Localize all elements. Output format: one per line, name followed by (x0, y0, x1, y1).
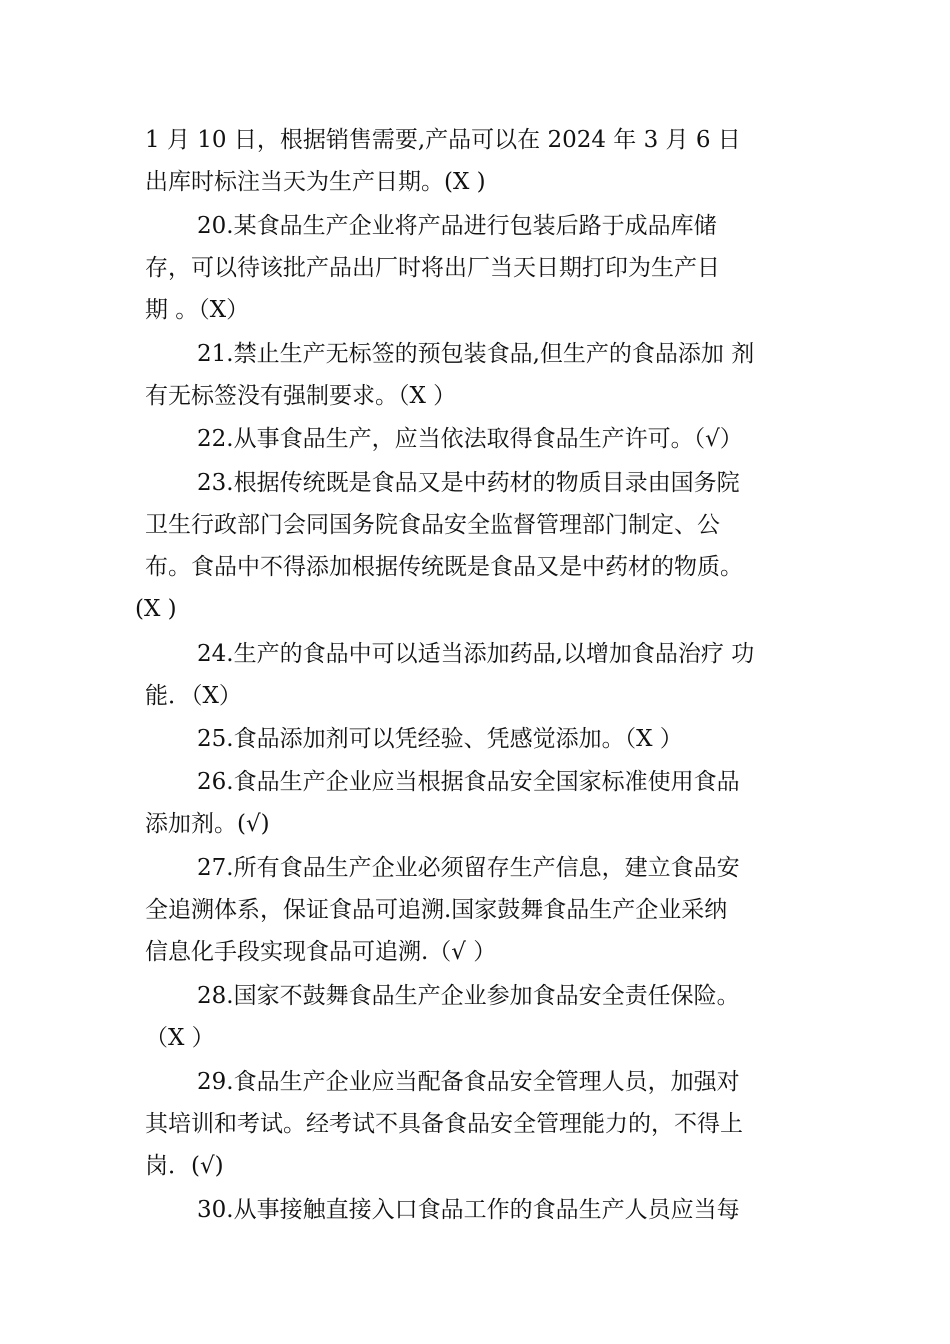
paragraph-start: 21.禁止生产无标签的预包装食品,但生产的食品添加 剂 (197, 341, 755, 367)
paragraph-start: 28.国家不鼓舞食品生产企业参加食品安全责任保险。 (197, 983, 740, 1009)
text-line: 能．（X） (145, 683, 242, 709)
paragraph-start: 24.生产的食品中可以适当添加药品,以增加食品治疗 功 (197, 641, 755, 667)
text-line: 期 。（X） (145, 297, 250, 323)
paragraph-start: 29.食品生产企业应当配备食品安全管理人员，加强对 (197, 1069, 740, 1095)
paragraph-start: 26.食品生产企业应当根据食品安全国家标准使用食品 (197, 769, 740, 795)
text-line: 信息化手段实现食品可追溯.（√ ） (145, 939, 497, 965)
text-line: 出库时标注当天为生产日期。(X ) (145, 169, 486, 195)
paragraph-start: 30.从事接触直接入口食品工作的食品生产人员应当每 (197, 1197, 740, 1223)
text-line: 添加剂。(√) (145, 811, 270, 837)
text-line: 岗．(√) (145, 1153, 224, 1179)
text-line: 有无标签没有强制要求。（X ） (145, 383, 457, 409)
text-line: 全追溯体系，保证食品可追溯.国家鼓舞食品生产企业采纳 (145, 897, 728, 923)
text-line: 其培训和考试。经考试不具备食品安全管理能力的，不得上 (145, 1111, 743, 1137)
paragraph-start: 20.某食品生产企业将产品进行包装后路于成品库储 (197, 213, 717, 239)
paragraph-start: 25.食品添加剂可以凭经验、凭感觉添加。（X ） (197, 726, 683, 752)
text-line: 卫生行政部门会同国务院食品安全监督管理部门制定、公 (145, 512, 720, 538)
text-line: 布。食品中不得添加根据传统既是食品又是中药材的物质。 (145, 554, 743, 580)
text-line: (X ) (135, 596, 177, 622)
paragraph-start: 23.根据传统既是食品又是中药材的物质目录由国务院 (197, 470, 740, 496)
text-line: 1 月 10 日，根据销售需要,产品可以在 2024 年 3 月 6 日 (145, 127, 741, 153)
text-line: 存，可以待该批产品出厂时将出厂当天日期打印为生产日 (145, 255, 720, 281)
paragraph-start: 27.所有食品生产企业必须留存生产信息，建立食品安 (197, 855, 740, 881)
text-line: （X ） (145, 1025, 215, 1051)
paragraph-start: 22.从事食品生产，应当依法取得食品生产许可。（√） (197, 426, 743, 452)
